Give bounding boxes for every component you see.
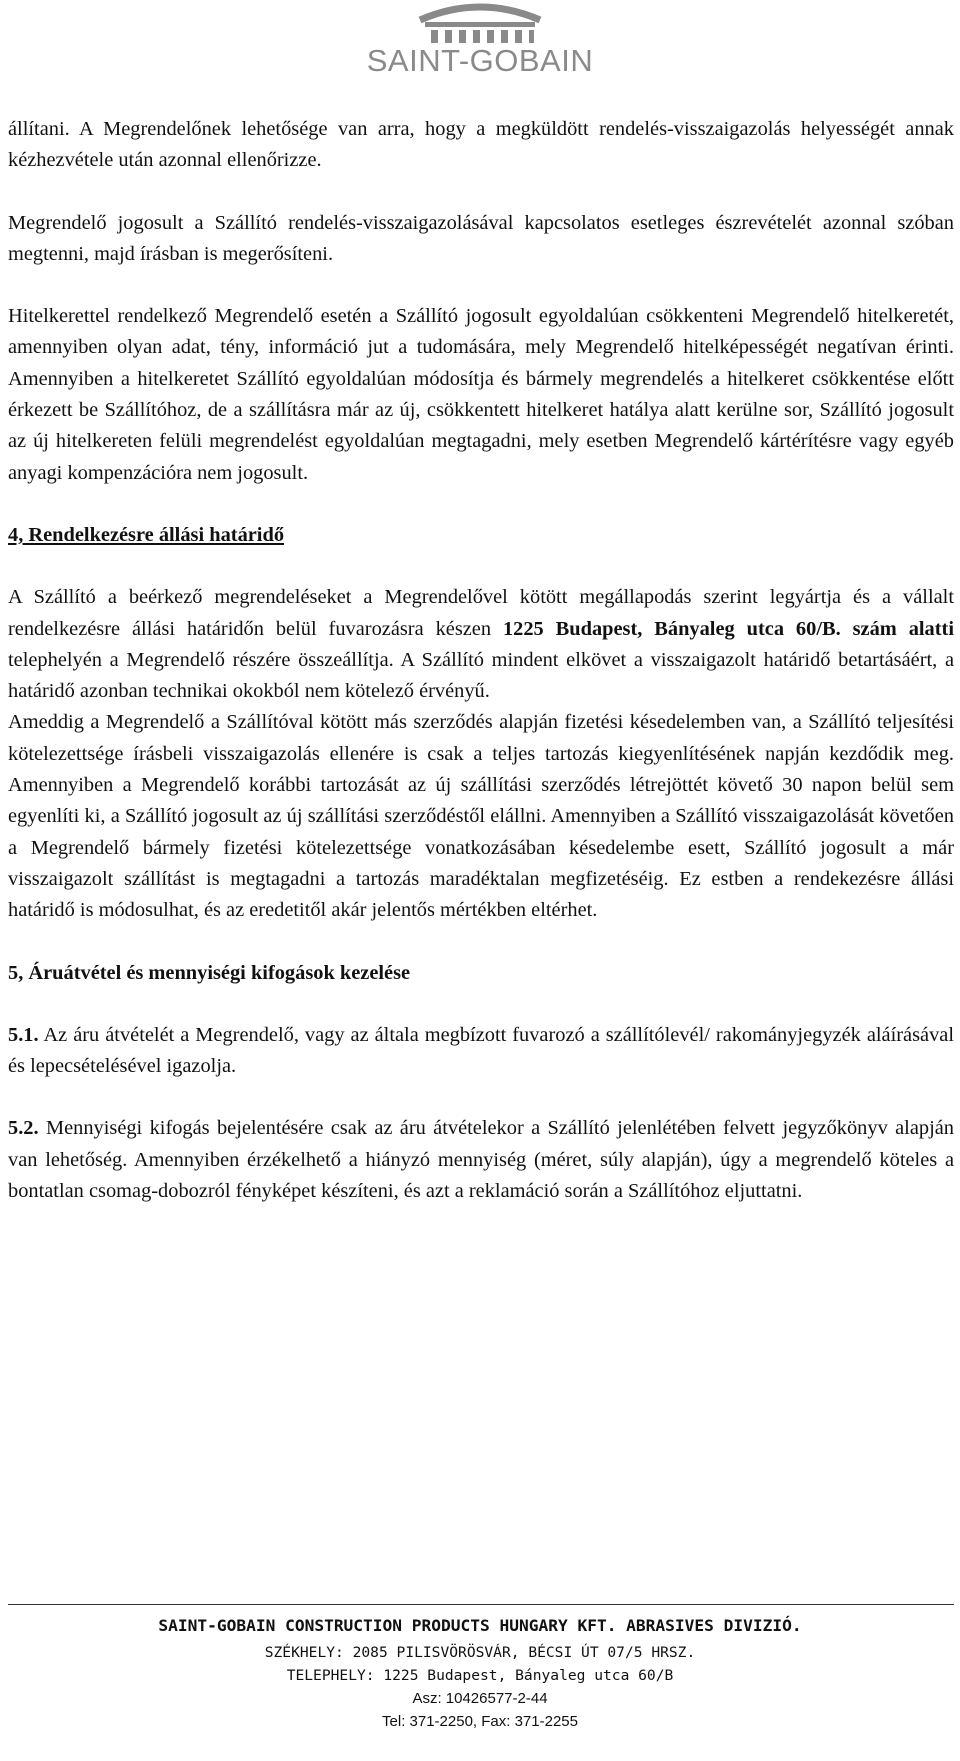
paragraph-objection: Megrendelő jogosult a Szállító rendelés-visszaigazolásával kapcsolatos esetleges észrevételét azonnal szóban megtenni, majd írásban is megerősíteni. (8, 211, 954, 265)
section-4-paragraph-1 (8, 582, 954, 707)
footer-tax-number: Asz: 10426577-2-44 (412, 1690, 548, 1707)
footer-phone-fax: Tel: 371-2250, Fax: 371-2255 (382, 1713, 578, 1730)
footer-company: SAINT-GOBAIN CONSTRUCTION PRODUCTS HUNGARY KFT. ABRASIVES DIVIZIÓ. (158, 1616, 802, 1635)
section-5-heading (8, 958, 954, 989)
section-4-p1-end: telephelyén a Megrendelő részére összeállítja. A Szállító mindent elkövet a visszaigazolt határidő betartásáért, a határidő azonban technikai okokból nem kötelező érvényű. (8, 648, 954, 703)
saint-gobain-building-logo-icon (415, 0, 545, 44)
section-4-title: 4, Rendelkezésre állási határidő (8, 523, 285, 546)
section-5-1 (8, 1020, 954, 1083)
company-logo (330, 0, 630, 86)
section-5-1-number: 5.1. (8, 1023, 39, 1046)
section-4-p1-address: 1225 Budapest, Bányaleg utca 60/B. szám alatti (502, 617, 954, 640)
section-5-2 (8, 1113, 954, 1207)
section-5-2-text: Mennyiségi kifogás bejelentésére csak az áru átvételekor a Szállító jelenlétében felvett jegyzőkönyv alapján van lehetőség. Amennyiben érzékelhető a hiányzó mennyiség (méret, súly alapján), úgy a megrendelő köteles a bontatlan csomag-dobozról fényképet készíteni, és azt a reklamáció során a Szállítóhoz eljuttatni. (8, 1117, 954, 1203)
section-4-heading (8, 520, 954, 551)
page-footer (0, 1611, 960, 1733)
footer-seat: SZÉKHELY: 2085 PILISVÖRÖSVÁR, BÉCSI ÚT 07/5 HRSZ. (264, 1644, 696, 1661)
section-4-paragraph-2: Ameddig a Megrendelő a Szállítóval kötött más szerződés alapján fizetési késedelemben van, a Szállító teljesítési kötelezettsége írásbeli visszaigazolás ellenére is csak a teljes tartozás kiegyenlítésének napján kezdődik meg. Amennyiben a Megrendelő korábbi tartozását az új szállítási szerződés létrejöttét követő 30 napon belül sem egyenlíti ki, a Szállító jogosult az új szállítási szerződéstől elállni. Amennyiben a Szállító visszaigazolását követően a Megrendelő bármely fizetési kötelezettsége vonatkozásában késedelembe esett, Szállító jogosult a már visszaigazolt szállítást is megtagadni a tartozás maradéktalan megfizetéséig. Ez estben a rendekezésre állási határidő is módosulhat, és az eredetitől akár jelentős mértékben eltérhet. (8, 711, 954, 922)
paragraph-order-confirmation: állítani. A Megrendelőnek lehetősége van arra, hogy a megküldött rendelés-visszaigazolás helyességét annak kézhezvétele után azonnal ellenőrizze. (8, 118, 954, 172)
document-body (8, 114, 954, 1238)
footer-site: TELEPHELY: 1225 Budapest, Bányaleg utca 60/B (286, 1667, 674, 1684)
paragraph-credit-limit: Hitelkerettel rendelkező Megrendelő esetén a Szállító jogosult egyoldalúan csökkenteni Megrendelő hitelkeretét, amennyiben olyan adat, tény, információ jut a tudomására, mely Megrendelő hitelképességét negatívan érinti. Amennyiben a hitelkeretet Szállító egyoldalúan módosítja és bármely megrendelés a hitelkeret csökkentése előtt érkezett be Szállítóhoz, de a szállításra már az új, csökkentett hitelkeret hatálya alatt kerülne sor, Szállító jogosult az új hitelkereten felüli megrendelést egyoldalúan megtagadni, mely esetben Megrendelő kártérítésre vagy egyéb anyagi kompenzációra nem jogosult. (8, 305, 954, 484)
section-5-title: 5, Áruátvétel és mennyiségi kifogások kezelése (8, 961, 411, 984)
footer-divider (8, 1604, 954, 1605)
logo-wordmark: SAINT-GOBAIN (366, 43, 594, 78)
section-4-p1-start: A Szállító a beérkező megrendeléseket a Megrendelővel kötött megállapodás szerint legyártja és a vállalt rendelkezésre állási határidőn belül fuvarozásra készen (8, 586, 954, 640)
section-5-1-text: Az áru átvételét a Megrendelő, vagy az általa megbízott fuvarozó a szállítólevél/ rakományjegyzék aláírásával és lepecsételésével igazolja. (8, 1023, 954, 1078)
section-5-2-number: 5.2. (8, 1117, 39, 1140)
